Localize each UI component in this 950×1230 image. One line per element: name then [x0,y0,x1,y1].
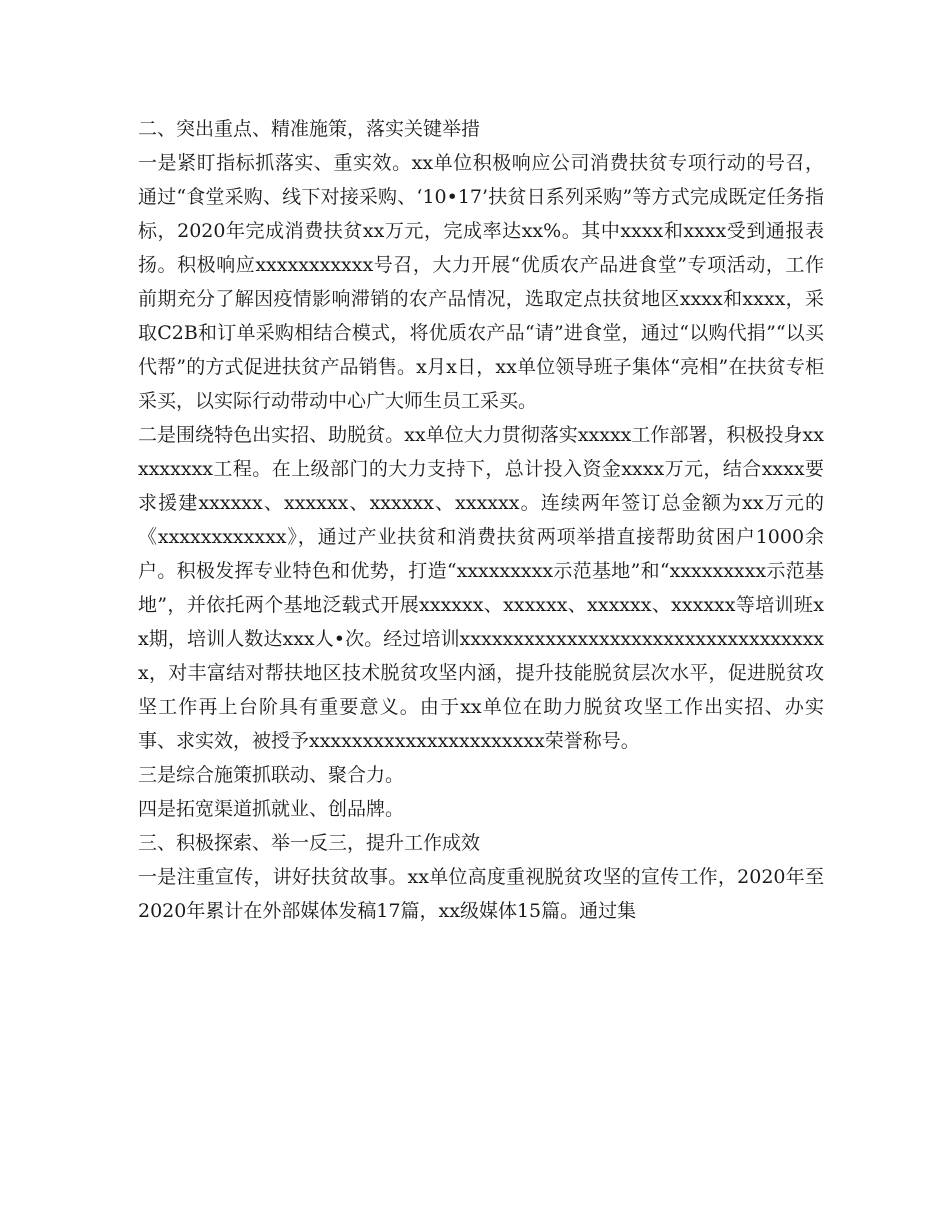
paragraph-comprehensive-measures: 三是综合施策抓联动、聚合力。 [138,764,405,786]
section-heading-2: 二、突出重点、精准施策，落实关键举措 [138,118,481,140]
paragraph-publicity: 一是注重宣传，讲好扶贫故事。xx单位高度重视脱贫攻坚的宣传工作，2020年至2020年累计在外部媒体发稿17篇，xx级媒体15篇。通过集 [138,866,824,922]
paragraph-characteristic-measures: 二是围绕特色出实招、助脱贫。xx单位大力贯彻落实xxxxx工作部署，积极投身xxxxxxxxx工程。在上级部门的大力支持下，总计投入资金xxxx万元，结合xxxx要求援建xxxxxx、xxxxxx、xxxxxx、xxxxxx。连续两年签订总金额为xx万元的《xxxxxxxxxxxx》，通过产业扶贫和消费扶贫两项举措直接帮助贫困户1000余户。积极发挥专业特色和优势，打造“xxxxxxxxx示范基地”和“xxxxxxxxx示范基地”，并依托两个基地泛载式开展xxxxxx、xxxxxx、xxxxxx、xxxxxx等培训班xx期，培训人数达xxx人•次。经过培训xxxxxxxxxxxxxxxxxxxxxxxxxxxxxxxxxxx，对丰富结对帮扶地区技术脱贫攻坚内涵，提升技能脱贫层次水平，促进脱贫攻坚工作再上台阶具有重要意义。由于xx单位在助力脱贫攻坚工作出实招、办实事、求实效，被授予xxxxxxxxxxxxxxxxxxxxxx荣誉称号。 [138,424,824,752]
section-heading-3: 三、积极探索、举一反三，提升工作成效 [138,832,481,854]
document-page [138,112,824,928]
paragraph-employment-channels: 四是拓宽渠道抓就业、创品牌。 [138,798,405,820]
paragraph-consumption-poverty-alleviation: 一是紧盯指标抓落实、重实效。xx单位积极响应公司消费扶贫专项行动的号召，通过“食堂采购、线下对接采购、‘10•17’扶贫日系列采购”等方式完成既定任务指标，2020年完成消费扶贫xx万元，完成率达xx%。其中xxxx和xxxx受到通报表扬。积极响应xxxxxxxxxxx号召，大力开展“优质农产品进食堂”专项活动，工作前期充分了解因疫情影响滞销的农产品情况，选取定点扶贫地区xxxx和xxxx，采取C2B和订单采购相结合模式，将优质农产品“请”进食堂，通过“以购代捐”“以买代帮”的方式促进扶贫产品销售。x月x日，xx单位领导班子集体“亮相”在扶贫专柜采买，以实际行动带动中心广大师生员工采买。 [138,152,824,412]
